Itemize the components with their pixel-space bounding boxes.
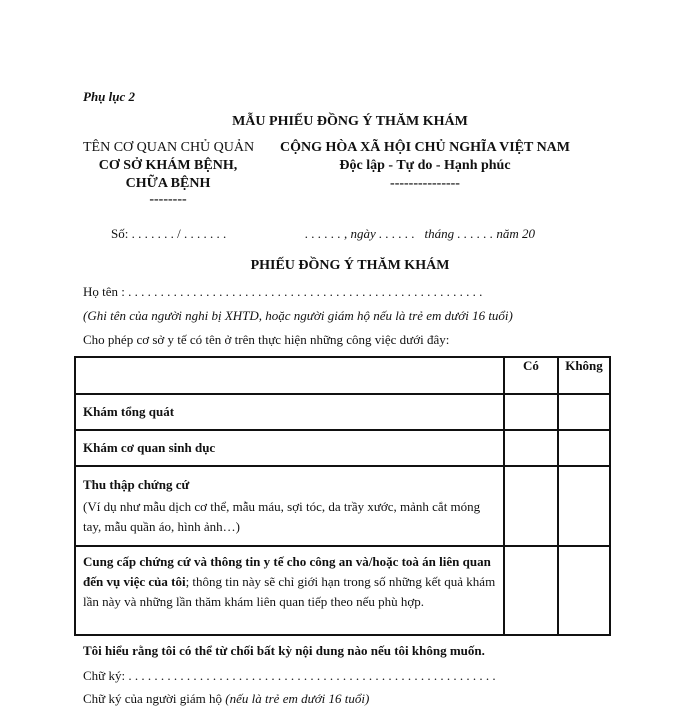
agency-rule: -------- xyxy=(149,192,187,207)
row-label-genital-exam xyxy=(75,430,504,466)
table-row xyxy=(75,430,610,466)
row-text xyxy=(83,552,496,612)
document-number: Số: . . . . . . . / . . . . . . . xyxy=(111,226,227,241)
row-label-provide-evidence xyxy=(75,546,504,635)
table-row xyxy=(75,546,610,635)
header-blank-cell xyxy=(75,357,504,394)
row-note: (Ví dụ như mẫu dịch cơ thể, mẫu máu, sợi tóc, da trầy xước, mảnh cắt móng tay, mẫu quần áo, hình ảnh…) xyxy=(83,499,481,534)
nation-block xyxy=(270,139,580,193)
row-title: Thu thập chứng cứ xyxy=(83,477,190,492)
checkbox-yes-general-exam[interactable] xyxy=(504,394,558,430)
header-yes: Có xyxy=(504,357,558,394)
consent-table xyxy=(74,356,611,636)
form-title-top: MẪU PHIẾU ĐỒNG Ý THĂM KHÁM xyxy=(232,114,468,129)
row-title: Khám tổng quát xyxy=(83,404,175,419)
nation-rule: --------------- xyxy=(390,176,460,191)
row-title: Khám cơ quan sinh dục xyxy=(83,440,216,455)
checkbox-no-general-exam[interactable] xyxy=(558,394,610,430)
signature-field[interactable]: Chữ ký: . . . . . . . . . . . . . . . . . . . . . . . . . . . . . . . . . . . . . . . . . . . . . . . . . . . . . . . . . xyxy=(83,668,496,683)
name-field-note: (Ghi tên của người nghi bị XHTD, hoặc người giám hộ nếu là trẻ em dưới 16 tuổi) xyxy=(83,308,513,323)
header-no: Không xyxy=(558,357,610,394)
appendix-label: Phụ lục 2 xyxy=(83,89,136,104)
table-header-row xyxy=(75,357,610,394)
guardian-signature-note: (nếu là trẻ em dưới 16 tuổi) xyxy=(225,691,370,706)
agency-line-3: CHỮA BỆNH xyxy=(125,176,211,191)
guardian-signature-line[interactable] xyxy=(83,691,369,707)
nation-line-1: CỘNG HÒA XÃ HỘI CHỦ NGHĨA VIỆT NAM xyxy=(279,140,570,155)
form-title: PHIẾU ĐỒNG Ý THĂM KHÁM xyxy=(250,258,450,273)
guardian-signature-label: Chữ ký của người giám hộ xyxy=(83,691,223,706)
table-row xyxy=(75,394,610,430)
refusal-statement: Tôi hiểu rằng tôi có thể từ chối bất kỳ nội dung nào nếu tôi không muốn. xyxy=(83,643,485,658)
row-title: Cung cấp chứng cứ và thông tin y tế cho công an và/hoặc toà án liên quan đến vụ việc của tôi xyxy=(83,554,491,589)
checkbox-yes-genital-exam[interactable] xyxy=(504,430,558,466)
checkbox-yes-evidence-collection[interactable] xyxy=(504,466,558,546)
document-date: . . . . . . , ngày . . . . . . tháng . . . . . . năm 20 xyxy=(305,226,536,241)
row-note: ; thông tin này sẽ chỉ giới hạn trong số những kết quả khám lần này và những lần thăm khám liên quan tiếp theo nếu phù hợp. xyxy=(83,574,496,609)
checkbox-no-genital-exam[interactable] xyxy=(558,430,610,466)
checkbox-no-provide-evidence[interactable] xyxy=(558,546,610,635)
row-label-general-exam xyxy=(75,394,504,430)
agency-line-2: CƠ SỞ KHÁM BỆNH, xyxy=(98,158,238,173)
intro-text: Cho phép cơ sở y tế có tên ở trên thực hiện những công việc dưới đây: xyxy=(83,332,450,347)
nation-line-2: Độc lập - Tự do - Hạnh phúc xyxy=(339,158,511,173)
name-field[interactable]: Họ tên : . . . . . . . . . . . . . . . . . . . . . . . . . . . . . . . . . . . . . . . . . . . . . . . . . . . . . . . xyxy=(83,284,483,299)
table-row xyxy=(75,466,610,546)
agency-line-1: TÊN CƠ QUAN CHỦ QUẢN xyxy=(83,140,255,155)
checkbox-yes-provide-evidence[interactable] xyxy=(504,546,558,635)
agency-block xyxy=(83,139,253,209)
row-label-evidence-collection xyxy=(75,466,504,546)
checkbox-no-evidence-collection[interactable] xyxy=(558,466,610,546)
